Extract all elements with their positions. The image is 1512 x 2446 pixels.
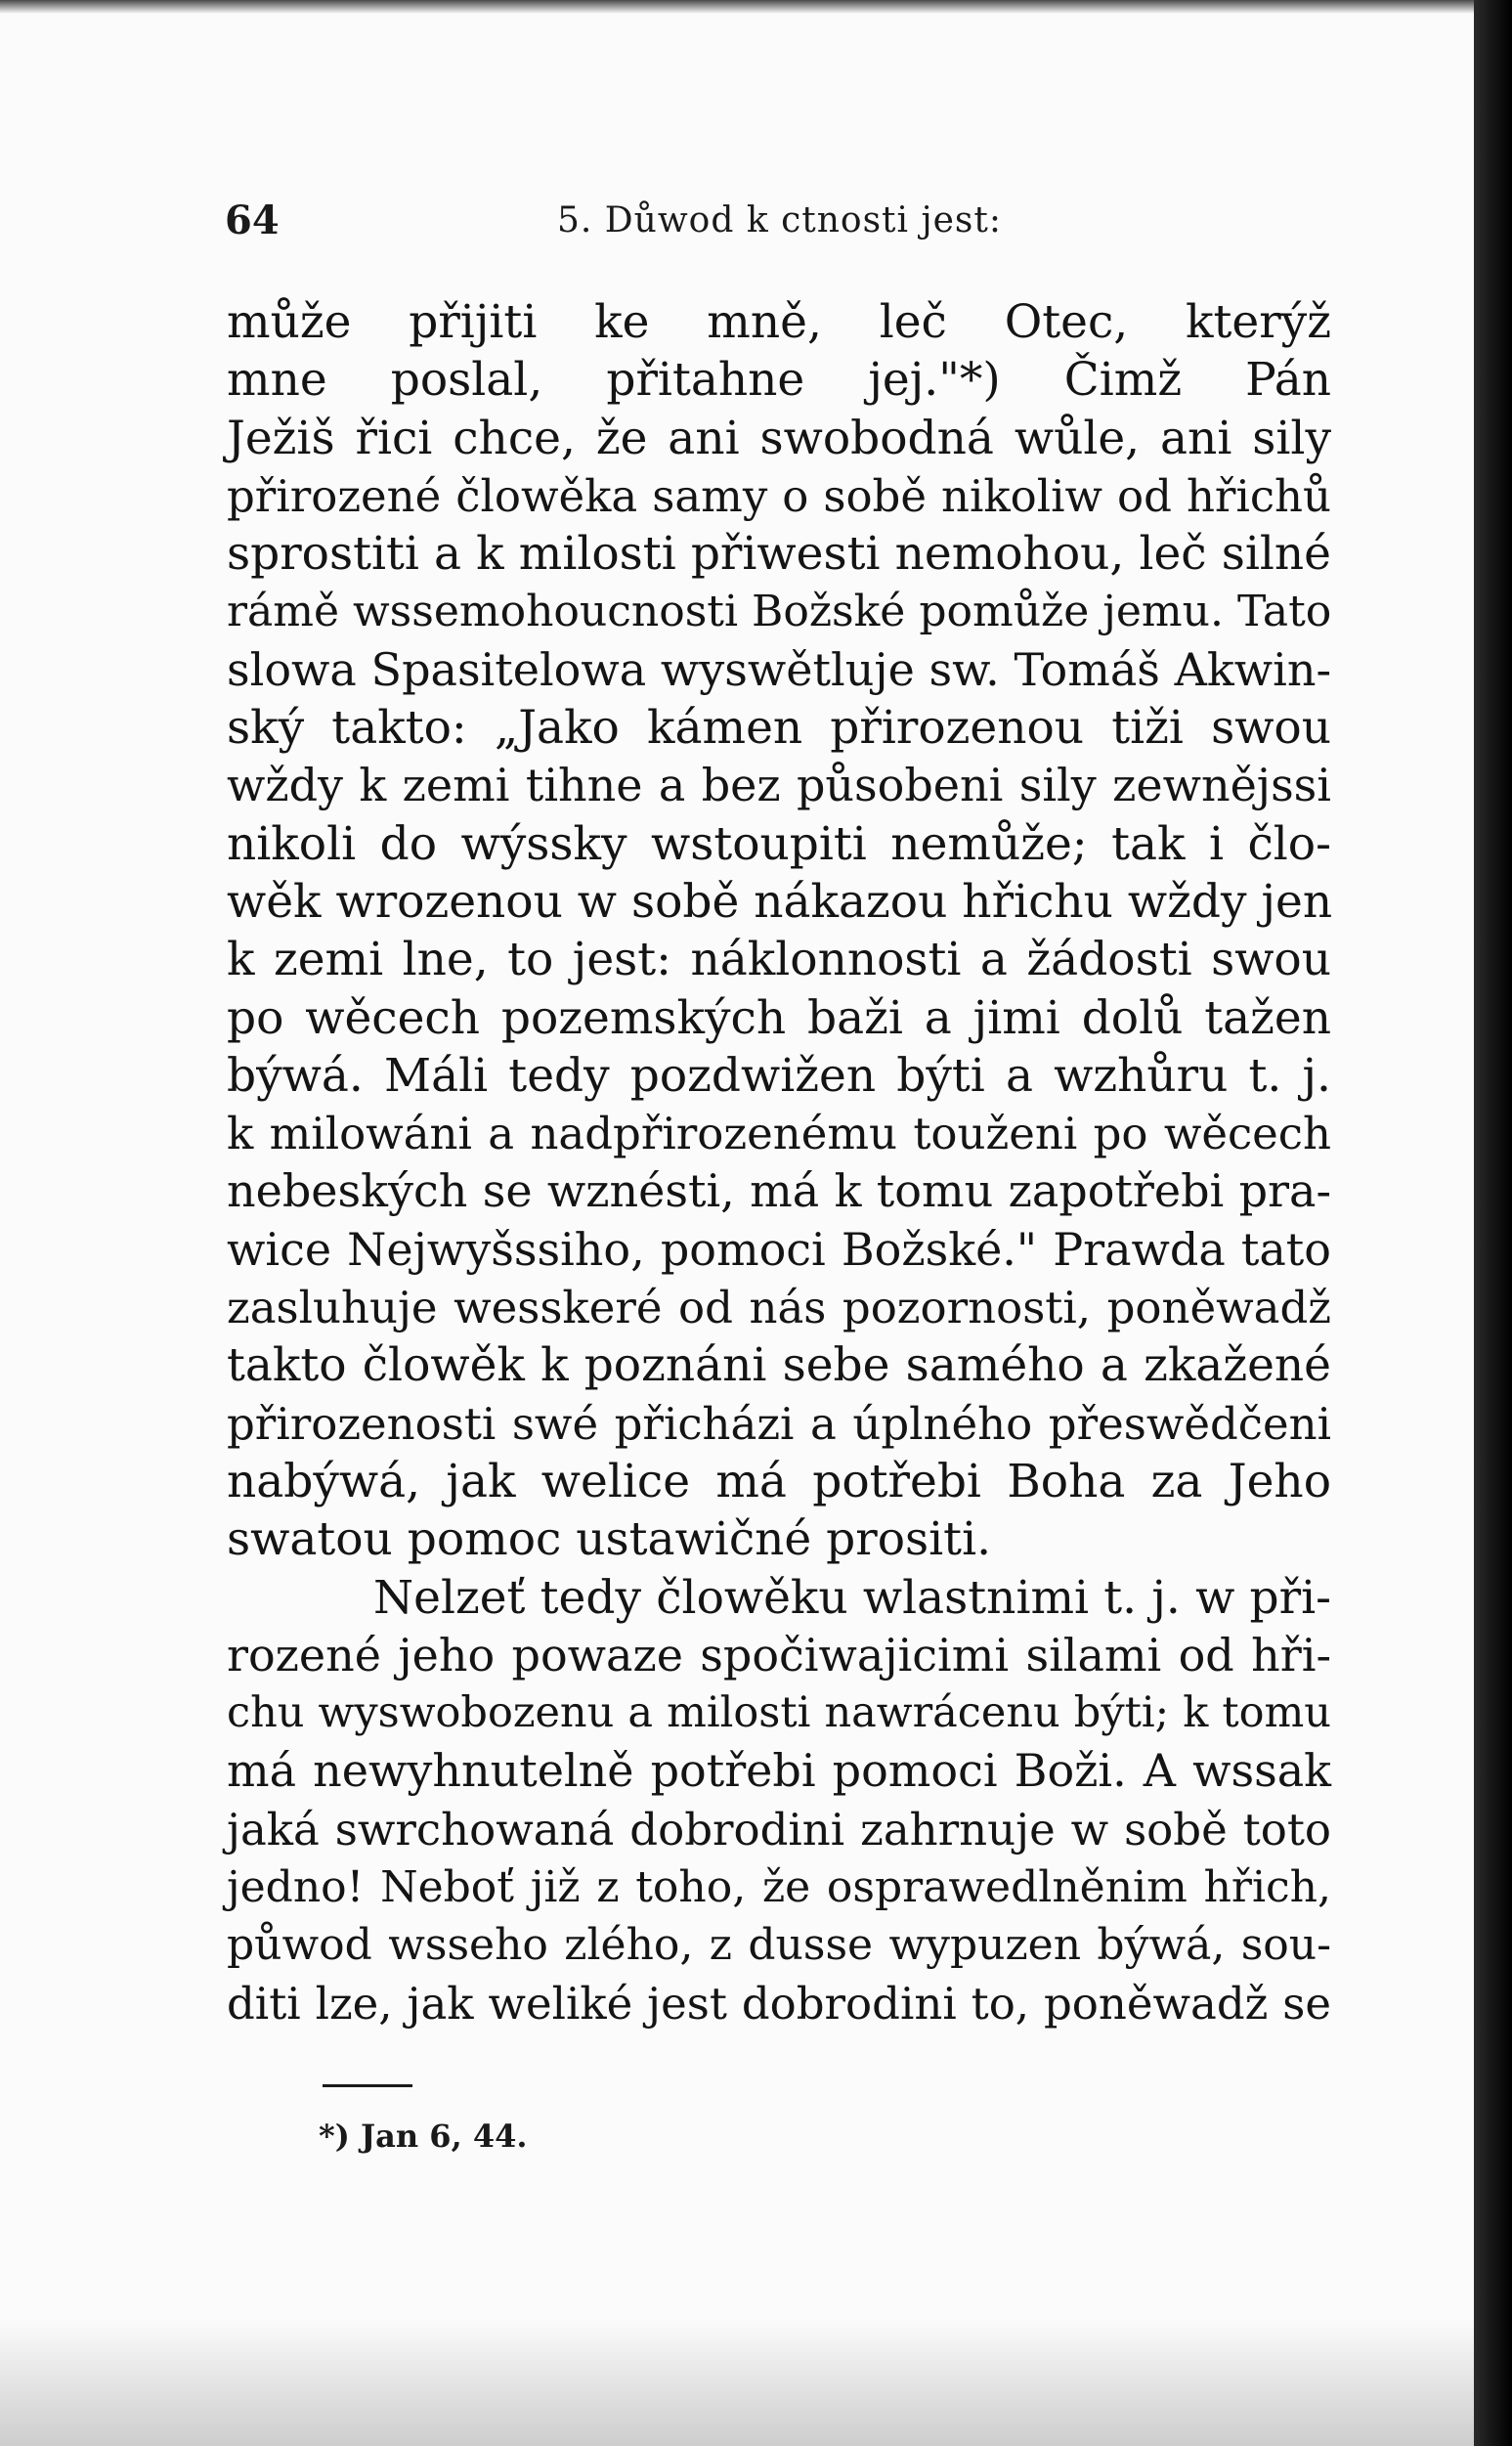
scan-bottom-shadow [0,2319,1512,2446]
text-line: býwá. Máli tedy pozdwižen býti a wzhůru t. j. [227,1048,1331,1103]
text-line: přirozené člowěka samy o sobě nikoliw od hřichů [227,469,1331,522]
text-line: wěk wrozenou w sobě nákazou hřichu wždy jen [227,874,1333,929]
text-line: po wěcech pozemských baži a jimi dolů tažen [227,990,1331,1045]
text-line: mne poslal, přitahne jej."*) Čimž Pán [227,353,1331,408]
footnote: *) Jan 6, 44. [319,2118,528,2155]
text-line: jaká swrchowaná dobrodini zahrnuje w sobě toto [227,1803,1331,1856]
text-line: přirozenosti swé přicházi a úplného přeswědčeni [227,1397,1331,1450]
text-line: ský takto: „Jako kámen přirozenou tiži swou [227,701,1331,756]
text-line: diti lze, jak weliké jest dobrodini to, poněwadž se [227,1977,1331,2030]
text-line: půwod wsseho zlého, z dusse wypuzen býwá, sou- [227,1920,1331,1971]
text-line: rozené jeho powaze spočiwajicimi silami od hři- [227,1628,1331,1682]
page-number: 64 [225,197,280,243]
text-line: nabýwá, jak welice má potřebi Boha za Jeho [227,1454,1331,1508]
text-line: wždy k zemi tihne a bez působeni sily zewnějssi [227,759,1331,812]
text-line: Ježiš řici chce, že ani swobodná wůle, ani sily [227,411,1331,465]
text-line: má newyhnutelně potřebi pomoci Boži. A wssak [227,1744,1331,1798]
text-line: wice Nejwyšssiho, pomoci Božské." Prawda tato [227,1222,1331,1276]
text-line: jedno! Neboť již z toho, že ospraw​edlněnim hřich, [227,1862,1331,1913]
text-line: k milowáni a nadpřirozenému touženi po wěcech [227,1108,1331,1160]
scan-right-edge [1474,0,1512,2446]
text-line: slowa Spasitelowa wyswětluje sw. Tomáš Akwin- [227,642,1331,696]
text-line: swatou pomoc ustawičné prositi. [227,1512,992,1567]
text-line: takto člowěk k poznáni sebe samého a zkažené [227,1338,1331,1393]
body-text [227,293,1331,2032]
text-line: sprostiti a k milosti přiwesti nemohou, leč silné [227,527,1331,582]
running-title: 5. Důwod k ctnosti jest: [557,200,1002,240]
page-header [225,192,1329,250]
footnote-divider [323,2084,412,2087]
text-line: chu wyswobozenu a milosti nawrácenu býti; k tomu [227,1688,1331,1738]
text-line: k zemi lne, to jest: náklonnosti a žádosti swou [227,933,1331,987]
text-line: může přijiti ke mně, leč Otec, kterýž [227,295,1331,349]
text-line: nikoli do wýssky wstoupiti nemůže; tak i člo- [227,816,1331,871]
text-line: Nelzeť tedy člowěku wlastnimi t. j. w při- [373,1570,1331,1625]
text-line: rámě wssemohoucnosti Božské pomůže jemu. Tato [227,587,1332,637]
text-line: nebeských se wznésti, má k tomu zapotřebi pra- [227,1164,1331,1218]
text-line: zasluhuje wesskeré od nás pozornosti, poněwadž [227,1282,1331,1334]
scan-top-shadow [0,0,1512,14]
